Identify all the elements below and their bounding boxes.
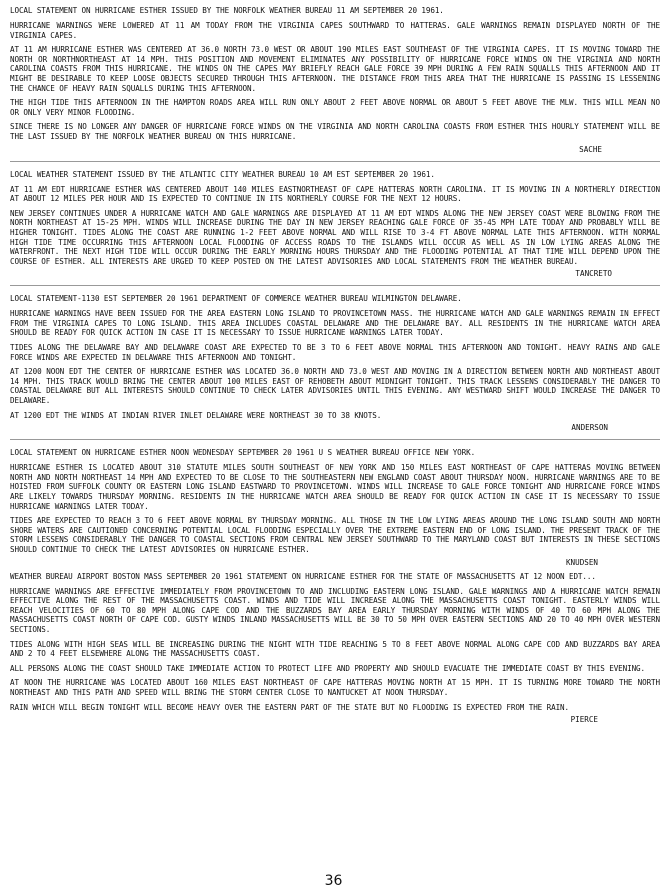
statement-signature: PIERCE <box>570 715 598 725</box>
statement-paragraph: AT 1200 NOON EDT THE CENTER OF HURRICANE ESTHER WAS LOCATED 36.0 NORTH AND 73.0 WEST AND MOVING IN A DIRECTION BETWEEN NORTH AND NORTHEAST ABOUT 14 MPH. THIS TRACK WOULD BRING THE CENTER ABOUT 100 MILES EAST OF REHOBETH ABOUT MIDNIGHT TONIGHT. THIS TRACK LESSENS CONSIDERABLY THE DANGER TO COASTAL DELAWARE BUT ALL INTERESTS SHOULD CONTINUE TO CHECK LATER ADVISORIES UNTIL THIS EVENING. ANY WESTWARD SHIFT WOULD INCREASE THE DANGER TO DELAWARE. <box>10 367 660 406</box>
statement-title: LOCAL WEATHER STATEMENT ISSUED BY THE ATLANTIC CITY WEATHER BUREAU 10 AM EST SEPTEMBER 20 1961. <box>10 169 435 179</box>
statement-signature: TANCRETO <box>575 269 612 279</box>
statement-boston <box>10 572 660 726</box>
statement-new-york <box>10 448 660 567</box>
statement-paragraph: NEW JERSEY CONTINUES UNDER A HURRICANE WATCH AND GALE WARNINGS ARE DISPLAYED AT 11 AM EDT WINDS ALONG THE NEW JERSEY COAST WERE BLOWING FROM THE NORTH NORTHEAST AT 15-25 MPH. WINDS WILL INCREASE DURING THE DAY IN NEW JERSEY REACHING GALE FORCE OF 35-45 MPH LATE TODAY AND PROBABLY WILL BE HIGHER TONIGHT. TIDES ALONG THE COAST ARE RUNNING 1-2 FEET ABOVE NORMAL AND WILL RISE TO 3-4 FT ABOVE NORMAL LATE THIS AFTERNOON. WITH NORMAL HIGH TIDE TIME OCCURRING THIS AFTERNOON LOCAL FLOODING OF ACCESS ROADS TO THE ISLANDS WILL OCCUR AS WELL AS IN LOW LYING AREAS ALONG THE WATERFRONT. THE NEXT HIGH TIDE WILL OCCUR DURING THE EARLY MORNING HOURS THURSDAY AND THE FLOODING POTENTIAL AT THAT TIME WILL DEPEND UPON THE COURSE OF ESTHER. ALL INTERESTS ARE URGED TO KEEP POSTED ON THE LATEST ADVISORIES AND LOCAL STATEMENTS FROM THE WEATHER BUREAU. <box>10 208 660 266</box>
document-page <box>10 6 660 729</box>
statement-paragraph: TIDES ALONG THE DELAWARE BAY AND DELAWARE COAST ARE EXPECTED TO BE 3 TO 6 FEET ABOVE NORMAL THIS AFTERNOON AND TONIGHT. HEAVY RAINS AND GALE FORCE WINDS ARE EXPECTED IN DELAWARE THIS AFTERNOON AND TONIGHT. <box>10 343 660 362</box>
statement-paragraph: THE HIGH TIDE THIS AFTERNOON IN THE HAMPTON ROADS AREA WILL RUN ONLY ABOUT 2 FEET ABOVE NORMAL OR ABOUT 5 FEET ABOVE THE MLW. THIS WILL MEAN NO OR ONLY VERY MINOR FLOODING. <box>10 98 660 117</box>
section-divider <box>10 439 660 440</box>
statement-signature: SACHE <box>579 144 602 154</box>
statement-paragraph: HURRICANE WARNINGS HAVE BEEN ISSUED FOR THE AREA EASTERN LONG ISLAND TO PROVINCETOWN MASS. THE HURRICANE WATCH AND GALE WARNINGS REMAIN IN EFFECT FROM THE VIRGINIA CAPES TO LONG ISLAND. THIS AREA INCLUDES COASTAL DELAWARE AND THE DELAWARE BAY. ALL RESIDENTS IN THE HURRICANE WATCH AREA SHOULD BE READY FOR QUICK ACTION IN CASE IT IS NECESSARY TO ISSUE HURRICANE WARNINGS LATER TODAY. <box>10 309 660 338</box>
statement-norfolk <box>10 6 660 155</box>
statement-paragraph: AT 1200 EDT THE WINDS AT INDIAN RIVER INLET DELAWARE WERE NORTHEAST 30 TO 38 KNOTS. <box>10 410 382 420</box>
statement-paragraph: HURRICANE WARNINGS ARE EFFECTIVE IMMEDIATELY FROM PROVINCETOWN TO AND INCLUDING EASTERN LONG ISLAND. GALE WARNINGS AND A HURRICANE WATCH REMAIN EFFECTIVE ALONG THE REST OF THE MASSACHUSETTS COAST. WINDS AND TIDE WILL INCREASE ALONG THE MASSACHUSETTS COAST TONIGHT. EASTERLY WINDS WILL REACH VELOCITIES OF 60 TO 80 MPH ALONG CAPE COD AND THE BUZZARDS BAY AREA EARLY THURSDAY MORNING WITH WINDS OF 40 TO 60 MPH ALONG THE MASSACHUSETTS COAST NORTH OF CAPE COD. GUSTY WINDS INLAND MASSACHUSETTS WILL BE 30 TO 50 MPH OVER EASTERN SECTIONS AND 20 TO 40 MPH OVER WESTERN SECTIONS. <box>10 586 660 634</box>
statement-title: WEATHER BUREAU AIRPORT BOSTON MASS SEPTEMBER 20 1961 STATEMENT ON HURRICANE ESTHER FOR THE STATE OF MASSACHUSETTS AT 12 NOON EDT... <box>10 571 596 581</box>
statement-signature: ANDERSON <box>571 423 608 433</box>
statement-paragraph: TIDES ARE EXPECTED TO REACH 3 TO 6 FEET ABOVE NORMAL BY THURSDAY MORNING. ALL THOSE IN THE LOW LYING AREAS AROUND THE LONG ISLAND SOUTH AND NORTH SHORE WATERS ARE CAUTIONED CONCERNING POTENTIAL LOCAL FLOODING ESPECIALLY OVER THE EXTREME EASTERN END OF LONG ISLAND. THE PRESENT TRACK OF THE STORM LESSENS CONSIDERABLY THE DANGER TO COASTAL SECTIONS FROM CENTRAL NEW JERSEY SOUTHWARD TO THE MARYLAND COAST BUT INTERESTS IN THESE SECTIONS SHOULD CONTINUE TO CHECK THE LATEST ADVISORIES ON HURRICANE ESTHER. <box>10 516 660 554</box>
statement-title: LOCAL STATEMENT ON HURRICANE ESTHER ISSUED BY THE NORFOLK WEATHER BUREAU 11 AM SEPTEMBER 20 1961. <box>10 6 444 15</box>
section-divider <box>10 285 660 286</box>
section-divider <box>10 161 660 162</box>
statement-title: LOCAL STATEMENT ON HURRICANE ESTHER NOON WEDNESDAY SEPTEMBER 20 1961 U S WEATHER BUREAU OFFICE NEW YORK. <box>10 448 476 458</box>
statement-paragraph: AT 11 AM EDT HURRICANE ESTHER WAS CENTERED ABOUT 140 MILES EASTNORTHEAST OF CAPE HATTERAS NORTH CAROLINA. IT IS MOVING IN A NORTHERLY DIRECTION AT ABOUT 12 MILES PER HOUR AND IS EXPECTED TO CONTINUE IN ITS NORTHERLY COURSE FOR THE NEXT 12 HOURS. <box>10 184 660 204</box>
page-number: 36 <box>324 873 343 889</box>
statement-atlantic-city <box>10 170 660 280</box>
statement-paragraph: HURRICANE ESTHER IS LOCATED ABOUT 310 STATUTE MILES SOUTH SOUTHEAST OF NEW YORK AND 150 MILES EAST NORTHEAST OF CAPE HATTERAS MOVING BETWEEN NORTH AND NORTH NORTHEAST 14 MPH AND EXPECTED TO BE CLOSE TO THE SOUTHEASTERN NEW ENGLAND COAST ABOUT THURSDAY NOON. HURRICANE WARNINGS ARE TO BE HOISTED FROM SUFFOLK COUNTY OR EASTERN LONG ISLAND EASTWARD TO PROVINCETOWN. WINDS WILL INCREASE TO GALE FORCE TONIGHT AND HURRICANE FORCE WINDS ARE LIKELY TOWARDS THURSDAY MORNING. RESIDENTS IN THE HURRICANE WATCH AREA SHOULD BE READY FOR QUICK ACTION IN CASE IT IS NECESSARY TO ISSUE HURRICANE WARNINGS LATER TODAY. <box>10 463 660 511</box>
statement-paragraph: AT 11 AM HURRICANE ESTHER WAS CENTERED AT 36.0 NORTH 73.0 WEST OR ABOUT 190 MILES EAST SOUTHEAST OF THE VIRGINIA CAPES. IT IS MOVING TOWARD THE NORTH OR NORTHNORTHEAST AT 14 MPH. THIS POSITION AND MOVEMENT ELIMINATES ANY POSSIBILITY OF HURRICANE FORCE WINDS ON THE VIRGINIA AND NORTH CAROLINA COASTS FROM THIS HURRICANE. THE WINDS ON THE CAPES MAY BRIEFLY REACH GALE FORCE 39 MPH DURING A FEW RAIN SQUALLS THIS AFTERNOON AND IT MIGHT BE DESIRABLE TO KEEP LOOSE OBJECTS SECURED THROUGH THIS AFTERNOON. THE DISTANCE FROM THIS AREA THAT THE HURRICANE IS PASSING IS LESSENING THE CHANCE OF HEAVY RAIN SQUALLS DURING THIS AFTERNOON. <box>10 45 660 93</box>
statement-paragraph: ALL PERSONS ALONG THE COAST SHOULD TAKE IMMEDIATE ACTION TO PROTECT LIFE AND PROPERTY AND SHOULD EVACUATE THE IMMEDIATE COAST BY THIS EVENING. <box>10 663 646 673</box>
statement-paragraph: RAIN WHICH WILL BEGIN TONIGHT WILL BECOME HEAVY OVER THE EASTERN PART OF THE STATE BUT NO FLOODING IS EXPECTED FROM THE RAIN. <box>10 702 569 712</box>
statement-paragraph: HURRICANE WARNINGS WERE LOWERED AT 11 AM TODAY FROM THE VIRGINIA CAPES SOUTHWARD TO HATTERAS. GALE WARNINGS REMAIN DISPLAYED NORTH OF THE VIRGINIA CAPES. <box>10 21 660 40</box>
statement-paragraph: SINCE THERE IS NO LONGER ANY DANGER OF HURRICANE FORCE WINDS ON THE VIRGINIA AND NORTH CAROLINA COASTS FROM ESTHER THIS HOURLY STATEMENT WILL BE THE LAST ISSUED BY THE NORFOLK WEATHER BUREAU ON THIS HURRICANE. <box>10 122 660 141</box>
statement-signature: KNUDSEN <box>565 557 598 567</box>
statement-paragraph: TIDES ALONG WITH HIGH SEAS WILL BE INCREASING DURING THE NIGHT WITH TIDE REACHING 5 TO 8 FEET ABOVE NORMAL ALONG CAPE COD AND BUZZARDS BAY AREA AND 2 TO 4 FEET ELSEWHERE ALONG THE MASSACHUSETTS COAST. <box>10 639 660 659</box>
statement-wilmington <box>10 294 660 433</box>
statement-title: LOCAL STATEMENT-1130 EST SEPTEMBER 20 1961 DEPARTMENT OF COMMERCE WEATHER BUREAU WILMINGTON DELAWARE. <box>10 294 462 304</box>
statement-paragraph: AT NOON THE HURRICANE WAS LOCATED ABOUT 160 MILES EAST NORTHEAST OF CAPE HATTERAS MOVING NORTH AT 15 MPH. IT IS TURNING MORE TOWARD THE NORTH NORTHEAST AND THIS PATH AND SPEED WILL BRING THE STORM CENTER CLOSE TO NANTUCKET AT NOON THURSDAY. <box>10 678 660 697</box>
